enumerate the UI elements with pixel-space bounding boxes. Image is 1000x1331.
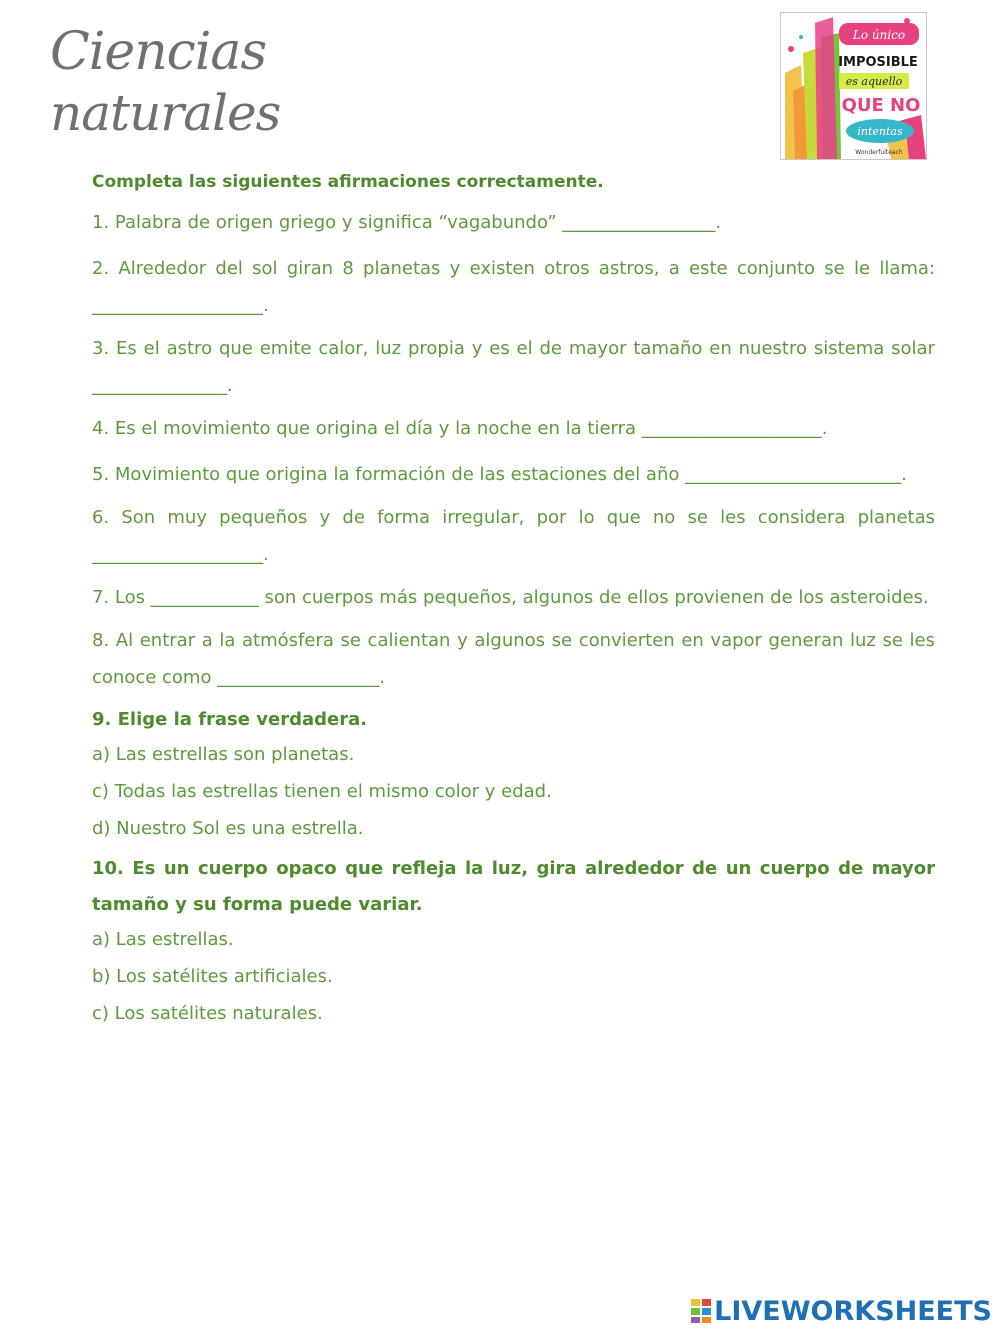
question-10-heading: 10. Es un cuerpo opaco que refleja la luz, gira alrededor de un cuerpo de mayor tamaño y su forma puede variar.	[92, 858, 935, 915]
poster-line-5: intentas	[857, 125, 903, 138]
liveworksheets-logo-icon	[690, 1298, 712, 1324]
question-10-option-c[interactable]: c) Los satélites naturales.	[92, 1003, 323, 1024]
worksheet-body	[92, 172, 935, 1036]
poster-line-1: Lo único	[852, 28, 906, 42]
question-3: 3. Es el astro que emite calor, luz propia y es el de mayor tamaño en nuestro sistema solar _______________.	[92, 338, 935, 396]
question-9-option-c[interactable]: c) Todas las estrellas tienen el mismo color y edad.	[92, 781, 552, 802]
question-2: 2. Alrededor del sol giran 8 planetas y existen otros astros, a este conjunto se le llama: ___________________.	[92, 258, 935, 316]
worksheet-title	[50, 22, 280, 152]
poster-line-3: es aquello	[845, 75, 903, 88]
poster-line-4: QUE NO	[841, 95, 921, 116]
poster-illustration	[781, 13, 926, 159]
poster-line-2: IMPOSIBLE	[838, 55, 918, 70]
question-9-option-d[interactable]: d) Nuestro Sol es una estrella.	[92, 818, 364, 839]
title-line-1: Ciencias	[50, 22, 267, 82]
question-4: 4. Es el movimiento que origina el día y la noche en la tierra ____________________.	[92, 418, 828, 439]
question-10-option-b[interactable]: b) Los satélites artificiales.	[92, 966, 333, 987]
motivational-poster	[780, 12, 927, 160]
question-9-option-a[interactable]: a) Las estrellas son planetas.	[92, 744, 355, 765]
question-7: 7. Los ____________ son cuerpos más pequeños, algunos de ellos provienen de los asteroides.	[92, 587, 929, 608]
question-9-heading: 9. Elige la frase verdadera.	[92, 709, 368, 730]
question-10-option-a[interactable]: a) Las estrellas.	[92, 929, 234, 950]
title-line-2: naturales	[50, 84, 281, 142]
question-5: 5. Movimiento que origina la formación de las estaciones del año ________________________.	[92, 464, 907, 485]
instruction: Completa las siguientes afirmaciones correctamente.	[92, 172, 604, 192]
footer-brand	[690, 1294, 992, 1328]
footer-brand-text: LIVEWORKSHEETS	[714, 1295, 992, 1327]
question-6: 6. Son muy pequeños y de forma irregular, por lo que no se les considera planetas ___________________.	[92, 507, 935, 565]
question-1: 1. Palabra de origen griego y significa “vagabundo” _________________.	[92, 212, 722, 233]
poster-credit: Wonderfulteach	[855, 149, 903, 156]
question-8: 8. Al entrar a la atmósfera se calientan y algunos se convierten en vapor generan luz se les conoce como __________________.	[92, 630, 935, 688]
